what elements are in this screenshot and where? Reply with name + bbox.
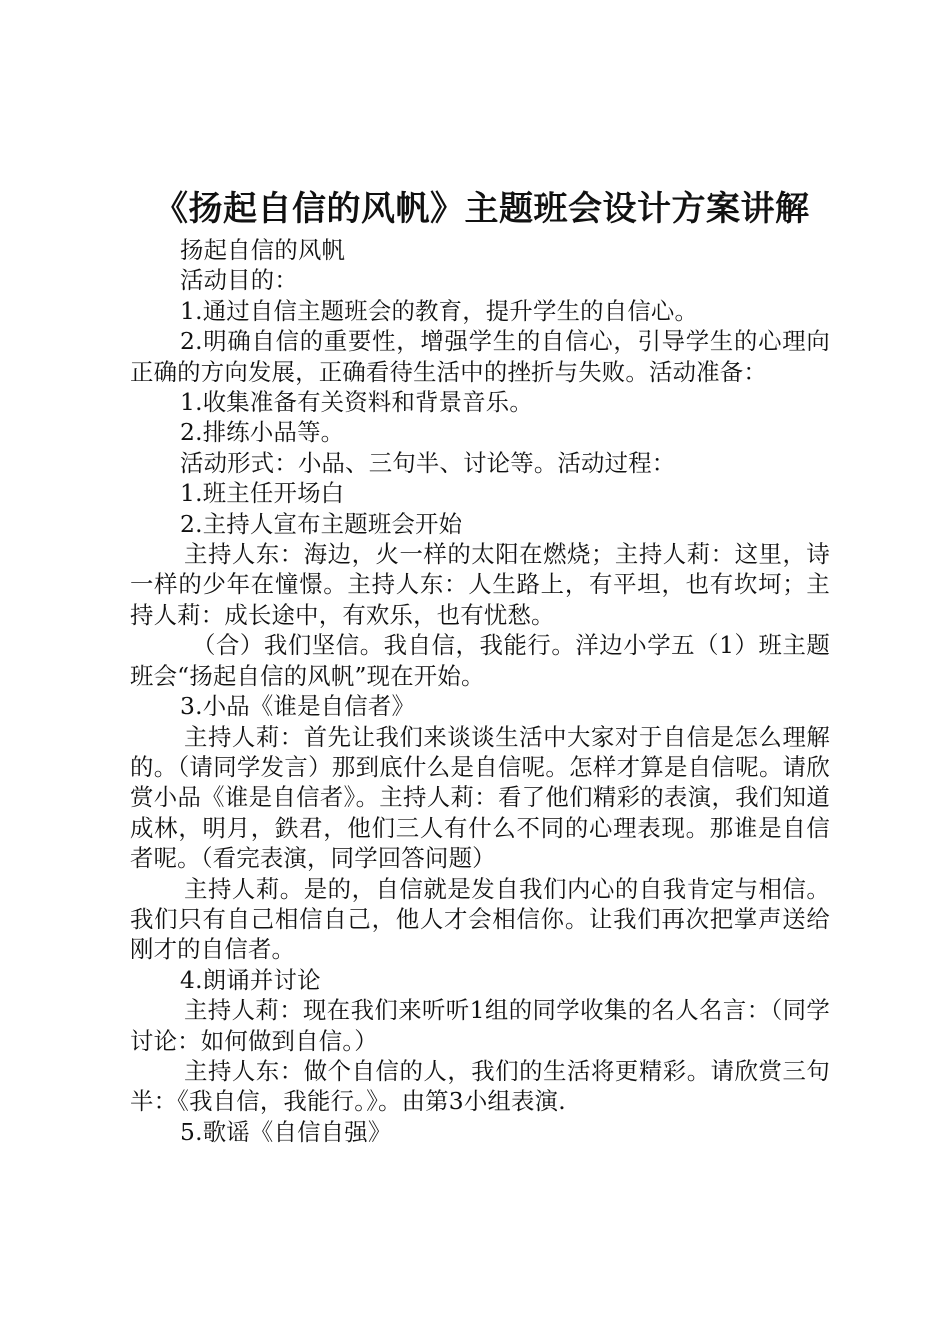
purpose-item-2: 2.明确自信的重要性，增强学生的自信心，引导学生的心理向正确的方向发展，正确看待生活中的挫折与失败。活动准备： bbox=[130, 327, 830, 386]
document-body bbox=[130, 235, 830, 1147]
subtitle-paragraph: 扬起自信的风帆 bbox=[180, 236, 346, 264]
process-step-5: 5.歌谣《自信自强》 bbox=[180, 1117, 392, 1146]
skit-discussion-paragraph: 主持人莉：首先让我们来谈谈生活中大家对于自信是怎么理解的。（请同学发言）那到底什么是自信呢。怎样才算是自信呢。请欣赏小品《谁是自信者》。主持人莉：看了他们精彩的表演，我们知道成林，明月，鉄君，他们三人有什么不同的心理表现。那谁是自信者呢。（看完表演，同学回答问题） bbox=[130, 722, 830, 873]
host-dialogue-paragraph: 主持人东：海边，火一样的太阳在燃烧；主持人莉：这里，诗一样的少年在憧憬。主持人东：人生路上，有平坦，也有坎坷；主持人莉：成长途中，有欢乐，也有忧愁。 bbox=[130, 540, 830, 629]
confidence-definition-paragraph: 主持人莉。是的，自信就是发自我们内心的自我肯定与相信。我们只有自己相信自己，他人才会相信你。让我们再次把掌声送给刚才的自信者。 bbox=[130, 874, 830, 964]
opening-chorus-paragraph: （合）我们坚信。我自信，我能行。洋边小学五（1）班主题班会“扬起自信的风帆”现在开始。 bbox=[130, 631, 830, 690]
section-heading-purpose: 活动目的： bbox=[180, 266, 298, 295]
process-step-3: 3.小品《谁是自信者》 bbox=[180, 692, 416, 721]
document-page bbox=[130, 183, 830, 1147]
document-title: 《扬起自信的风帆》主题班会设计方案讲解 bbox=[154, 189, 810, 229]
preparation-item-1: 1.收集准备有关资料和背景音乐。 bbox=[180, 388, 533, 417]
preparation-item-2: 2.排练小品等。 bbox=[180, 418, 345, 447]
quotes-paragraph: 主持人莉：现在我们来听听1组的同学收集的名人名言：（同学讨论：如何做到自信。） bbox=[130, 996, 830, 1055]
process-step-4: 4.朗诵并讨论 bbox=[180, 965, 321, 994]
process-step-1: 1.班主任开场白 bbox=[180, 479, 345, 508]
performance-paragraph: 主持人东：做个自信的人，我们的生活将更精彩。请欣赏三句半：《我自信，我能行。》。由第3小组表演. bbox=[130, 1056, 830, 1116]
process-step-2: 2.主持人宣布主题班会开始 bbox=[180, 509, 463, 538]
activity-form-paragraph: 活动形式：小品、三句半、讨论等。活动过程： bbox=[180, 448, 676, 477]
purpose-item-1: 1.通过自信主题班会的教育，提升学生的自信心。 bbox=[180, 296, 699, 325]
